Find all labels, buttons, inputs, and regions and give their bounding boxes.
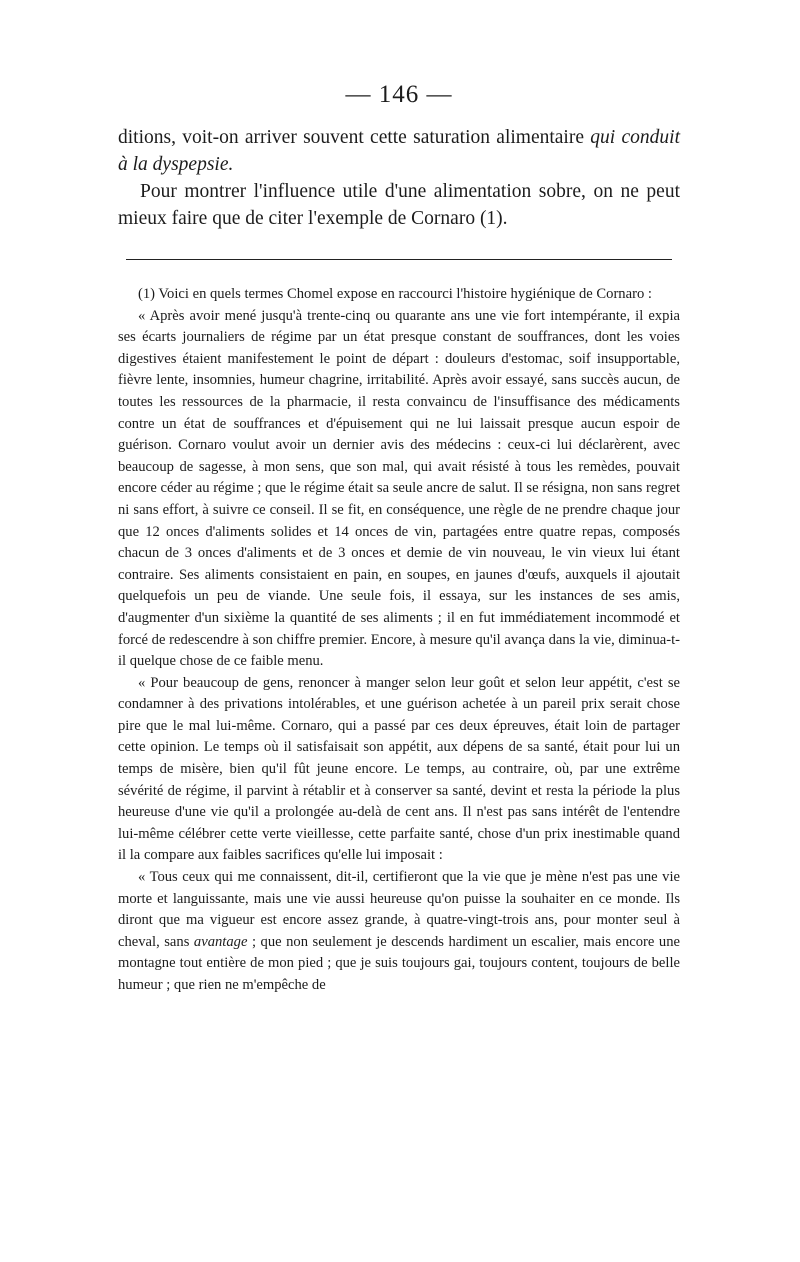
main-paragraph-continued (118, 124, 680, 178)
footnote (118, 284, 680, 997)
main-paragraph-1-text: ditions, voit-on arriver souvent cette saturation alimentaire (118, 127, 591, 148)
main-paragraph-1-italic: qui conduit à la dyspepsie. (118, 127, 680, 175)
footnote-paragraph-3-start: « Tous ceux qui me connaissent, dit-il, certifieront que la vie que je mène n'est pas une vie morte et languissante, mais une vie aussi heureuse qu'on puisse la souhaiter en ce monde. Ils diront que ma vigueur est encore assez grande, à quatre-vingt-trois ans, pour monter seul à cheval, sans (118, 869, 680, 950)
footnote-paragraph-2: « Pour beaucoup de gens, renoncer à manger selon leur goût et selon leur appétit, c'est se condamner à des privations intolérables, et une guérison achetée à un pareil prix serait chose pire que le mal lui-même. Cornaro, qui a passé par ces deux épreuves, était loin de partager cette opinion. Le temps où il satisfaisait son appétit, aux dépens de sa santé, était pour lui un temps de misère, bien qu'il fût jeune encore. Le temps, au contraire, où, par une extrême sévérité de régime, il parvint à rétablir et à conserver sa santé, devint et resta la période la plus heureuse d'une vie qu'il a prolongée au-delà de cent ans. Il n'est pas sans intérêt de l'entendre lui-même célébrer cette verte vieillesse, cette parfaite santé, chose d'un prix inestimable quand il la compare aux faibles sacrifices qu'elle lui imposait : (118, 674, 680, 864)
main-text (118, 124, 680, 232)
footnote-intro: (1) Voici en quels termes Chomel expose en raccourci l'histoire hygiénique de Cornaro : (138, 286, 652, 302)
footnote-paragraph-1: « Après avoir mené jusqu'à trente-cinq ou quarante ans une vie fort intempérante, il expia ses écarts journaliers de régime par un état presque constant de souffrances, dont les voies digestives étaient manifestement le point de départ : douleurs d'estomac, soif insupportable, fièvre lente, insomnies, humeur chagrine, irritabilité. Après avoir essayé, sans succès aucun, de toutes les ressources de la pharmacie, il resta convaincu de l'insuffisance des médicaments contre un état de souffrances et d'épuisement qui ne lui laissait presque aucun espoir de guérison. Cornaro voulut avoir un dernier avis des médecins : ceux-ci lui déclarèrent, avec beaucoup de sagesse, à mon sens, que son mal, qui avait résisté à tous les remèdes, pouvait encore céder au régime ; que le régime était sa seule ancre de salut. Il se résigna, non sans regret ni sans effort, à suivre ce conseil. Il se fit, en conséquence, une règle de ne prendre chaque jour que 12 onces d'aliments solides et 14 onces de vin, partagées entre quatre repas, composés chacun de 3 onces d'aliments et de 3 onces et demie de vin nouveau, le vin vieux lui étant contraire. Ses aliments consistaient en pain, en soupes, en jaunes d'œufs, auxquels il ajoutait quelquefois un peu de viande. Une seule fois, il essaya, sur les instances de ses amis, d'augmenter d'un sixième la quantité de ses aliments ; il en fut immédiatement incommodé et forcé de redescendre à son chiffre premier. Encore, à mesure qu'il avança dans la vie, diminua-t-il quelque chose de ce faible menu. (118, 307, 681, 670)
footnote-paragraph-3-end: ; que non seulement je descends hardiment un escalier, mais encore une montagne tout entière de mon pied ; que je suis toujours gai, toujours content, toujours de belle humeur ; que rien ne m'empêche de (118, 933, 680, 993)
book-page (118, 80, 680, 997)
footnote-paragraph-3 (118, 867, 680, 997)
page-number: — 146 — (345, 81, 453, 108)
footnote-italic-word: avantage (193, 933, 248, 950)
footnote-separator (126, 259, 672, 260)
main-paragraph-2: Pour montrer l'influence utile d'une alimentation sobre, on ne peut mieux faire que de citer l'exemple de Cornaro (1). (118, 181, 680, 229)
